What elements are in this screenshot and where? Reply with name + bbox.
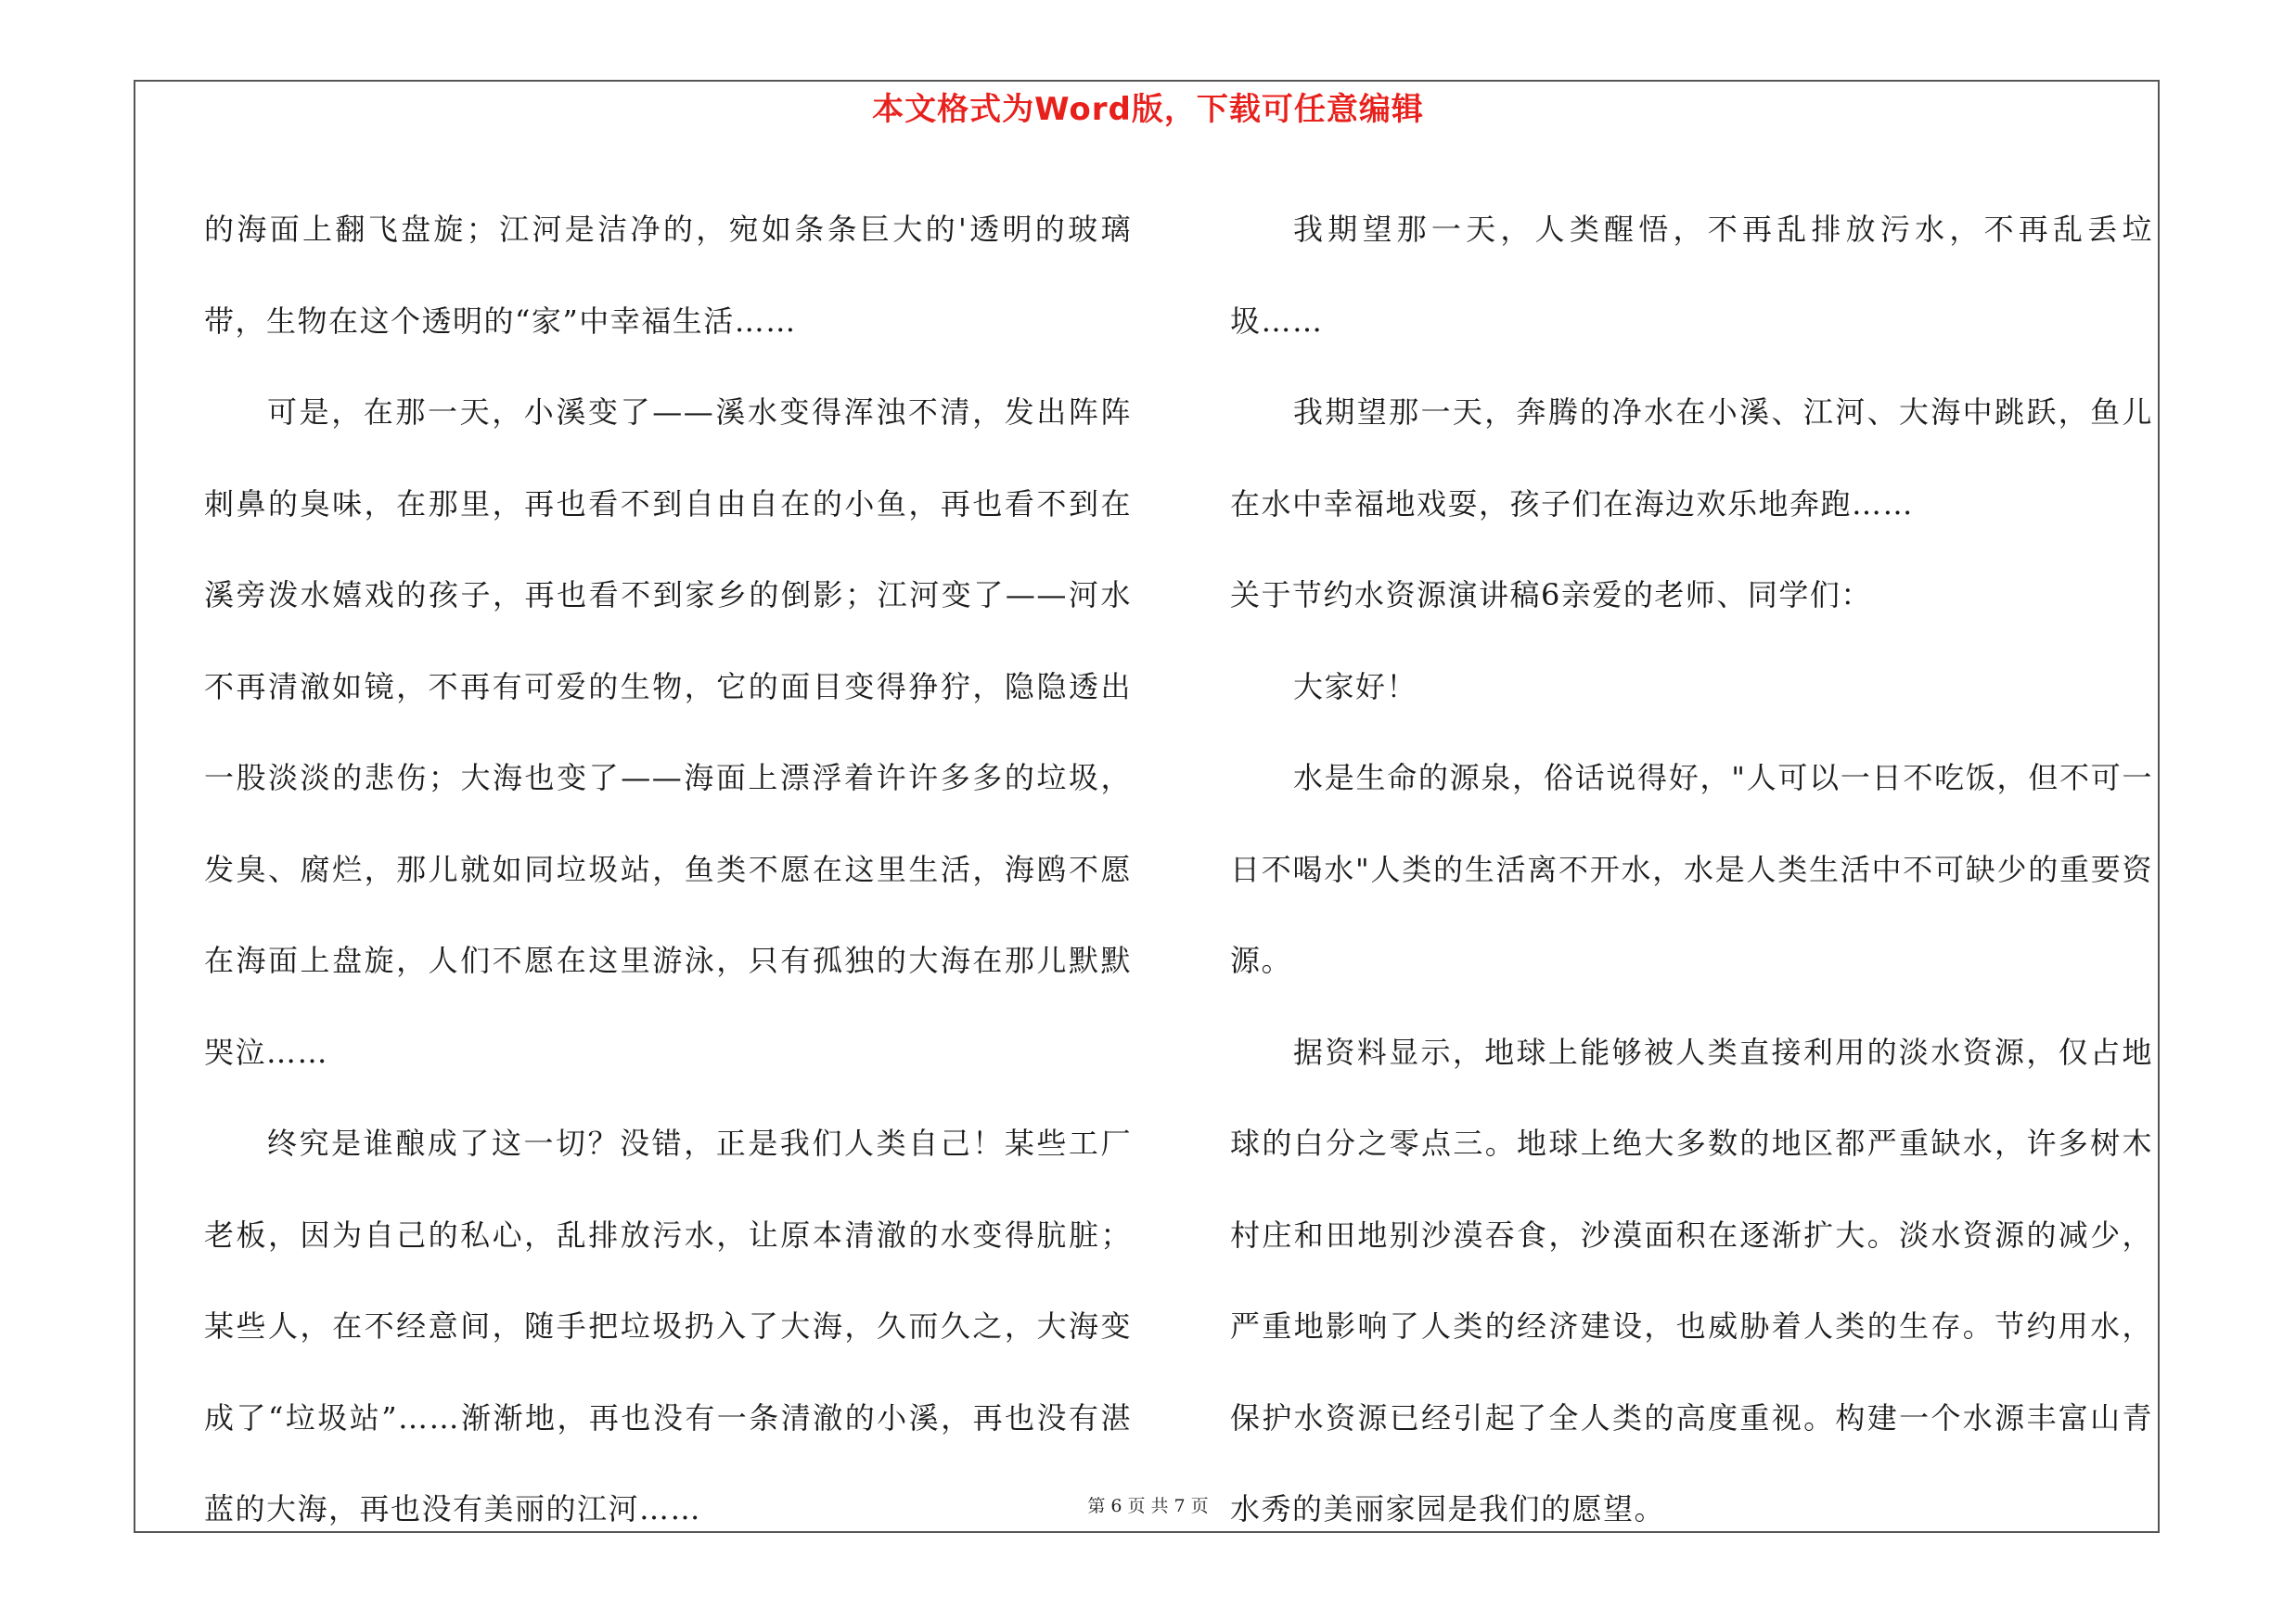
page-number: 第 6 页 共 7 页 — [1087, 1496, 1209, 1516]
format-banner: 本文格式为Word版，下载可任意编辑 — [872, 91, 1424, 128]
right-column — [1230, 184, 2153, 1555]
paragraph: 水是生命的源泉，俗话说得好，"人可以一日不吃饭，但不可一日不喝水"人类的生活离不开水，水是人类生活中不可缺少的重要资源。 — [1230, 760, 2153, 978]
left-column — [204, 184, 1132, 1555]
paragraph: 据资料显示，地球上能够被人类直接利用的淡水资源，仅占地球的白分之零点三。地球上绝大多数的地区都严重缺水，许多树木村庄和田地别沙漠吞食，沙漠面积在逐渐扩大。淡水资源的减少，严重地影响了人类的经济建设，也威胁着人类的生存。节约用水，保护水资源已经引起了全人类的高度重视。构建一个水源丰富山青水秀的美丽家园是我们的愿望。 — [1230, 1034, 2153, 1526]
paragraph: 我期望那一天，奔腾的净水在小溪、江河、大海中跳跃，鱼儿在水中幸福地戏耍，孩子们在海边欢乐地奔跑…… — [1230, 394, 2153, 522]
paragraph: 可是，在那一天，小溪变了——溪水变得浑浊不清，发出阵阵刺鼻的臭味，在那里，再也看不到自由自在的小鱼，再也看不到在溪旁泼水嬉戏的孩子，再也看不到家乡的倒影；江河变了——河水不再清澈如镜，不再有可爱的生物，它的面目变得狰狞，隐隐透出一股淡淡的悲伤；大海也变了——海面上漂浮着许许多多的垃圾，发臭、腐烂，那儿就如同垃圾站，鱼类不愿在这里生活，海鸥不愿在海面上盘旋，人们不愿在这里游泳，只有孤独的大海在那儿默默哭泣…… — [204, 394, 1132, 1070]
paragraph: 我期望那一天，人类醒悟，不再乱排放污水，不再乱丢垃圾…… — [1230, 212, 2153, 339]
greeting: 大家好！ — [1293, 668, 1418, 704]
paragraph: 的海面上翻飞盘旋；江河是洁净的，宛如条条巨大的'透明的玻璃带，生物在这个透明的“家”中幸福生活…… — [204, 212, 1132, 339]
paragraph: 终究是谁酿成了这一切？没错，正是我们人类自己！某些工厂老板，因为自己的私心，乱排放污水，让原本清澈的水变得肮脏；某些人，在不经意间，随手把垃圾扔入了大海，久而久之，大海变成了“垃圾站”……渐渐地，再也没有一条清澈的小溪，再也没有湛蓝的大海，再也没有美丽的江河…… — [204, 1126, 1132, 1526]
section-heading: 关于节约水资源演讲稿6亲爱的老师、同学们： — [1230, 577, 1872, 612]
